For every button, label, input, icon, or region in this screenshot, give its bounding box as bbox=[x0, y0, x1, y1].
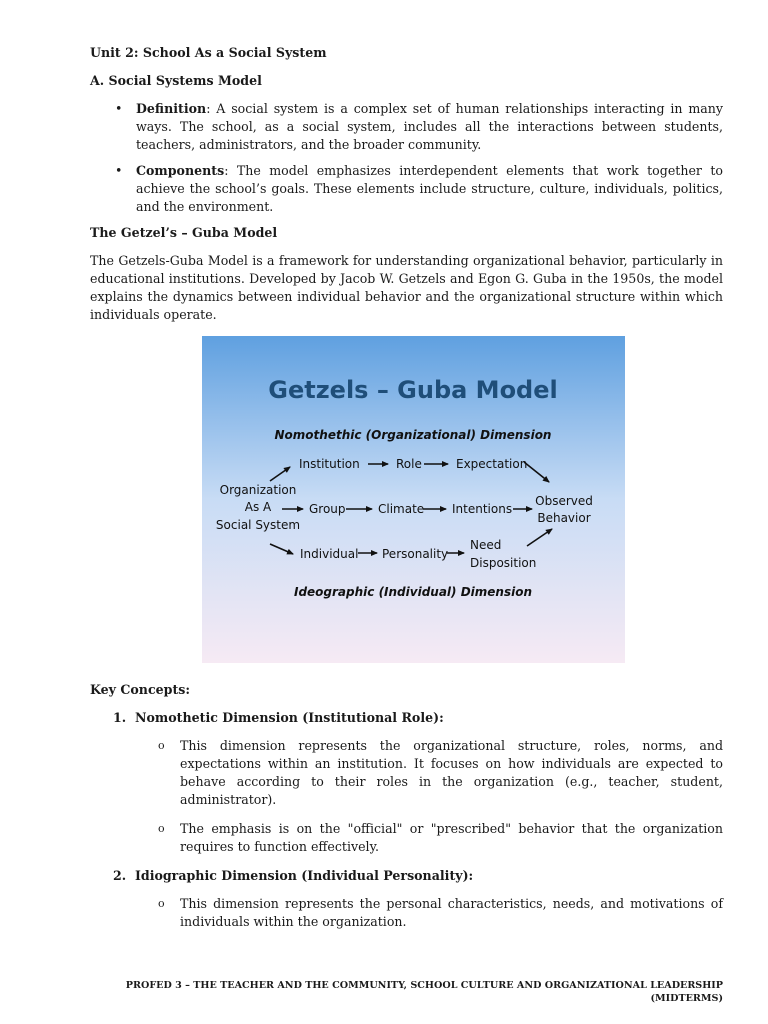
concept-2-title bbox=[90, 867, 723, 885]
source-line-2: As A bbox=[244, 500, 272, 514]
page-footer bbox=[126, 979, 723, 1005]
footer-line-1: PROFED 3 – THE TEACHER AND THE COMMUNITY, SCHOOL CULTURE AND ORGANIZATIONAL LEADERSHIP bbox=[125, 980, 723, 991]
bottom-dimension-label: Ideographic (Individual) Dimension bbox=[293, 585, 533, 599]
diagram-title: Getzels – Guba Model bbox=[268, 376, 558, 404]
sub-bullet-glyph: o bbox=[158, 822, 165, 835]
bullet-text-components: : The model emphasizes interdependent elements that work together to achieve the school’s goals. These elements include structure, culture, individuals, politics, and the environment. bbox=[136, 163, 723, 214]
concept-1-number: 1. bbox=[113, 710, 127, 725]
concept-1-subs bbox=[90, 737, 723, 856]
sub-bullet-glyph: o bbox=[158, 897, 165, 910]
concept-1-title-text: Nomothetic Dimension (Institutional Role): bbox=[135, 710, 444, 725]
node-personality: Personality bbox=[382, 547, 449, 561]
source-line-3: Social System bbox=[215, 518, 301, 532]
node-climate: Climate bbox=[378, 502, 425, 516]
node-intentions: Intentions bbox=[452, 502, 513, 516]
getzel-section-title: The Getzel’s – Guba Model bbox=[90, 225, 278, 240]
node-institution: Institution bbox=[299, 457, 360, 471]
outcome-line-1: Observed bbox=[535, 494, 593, 508]
bullet-definition bbox=[90, 100, 723, 154]
bullet-term-definition: Definition bbox=[136, 101, 207, 116]
getzel-paragraph: The Getzels-Guba Model is a framework for understanding organizational behavior, particularly in educational institutions. Developed by Jacob W. Getzels and Egon G. Guba in the 1950s, the model explains the dynamics between individual behavior and the organizational structure within which individuals operate. bbox=[90, 253, 723, 322]
node-expectation: Expectation bbox=[456, 457, 528, 471]
list-item bbox=[90, 895, 723, 931]
node-individual: Individual bbox=[300, 547, 359, 561]
list-item bbox=[90, 737, 723, 809]
bullet-dot: • bbox=[115, 163, 123, 178]
outcome-line-2: Behavior bbox=[537, 511, 591, 525]
node-group: Group bbox=[309, 502, 346, 516]
getzels-guba-diagram bbox=[202, 336, 625, 663]
document-page bbox=[90, 44, 723, 942]
node-need-line-1: Need bbox=[470, 538, 502, 552]
concept-2-title-text: Idiographic Dimension (Individual Personality): bbox=[135, 868, 474, 883]
top-dimension-label: Nomothethic (Organizational) Dimension bbox=[274, 428, 552, 442]
concept-2-number: 2. bbox=[113, 868, 127, 883]
social-systems-bullets bbox=[90, 100, 723, 216]
node-role: Role bbox=[396, 457, 422, 471]
concept-1-sub-1: This dimension represents the organizational structure, roles, norms, and expectations within an institution. It focuses on how individuals are expected to behave according to their roles in the organization (e.g., teacher, student, administrator). bbox=[180, 738, 723, 807]
bullet-text-definition: : A social system is a complex set of human relationships interacting in many ways. The school, as a social system, includes all the interactions between students, teachers, administrators, and the broader community. bbox=[136, 101, 723, 152]
concept-2-sub-1: This dimension represents the personal characteristics, needs, and motivations of individuals within the organization. bbox=[180, 896, 723, 929]
key-concepts-title: Key Concepts: bbox=[90, 682, 191, 697]
diagram-svg bbox=[202, 336, 625, 663]
bullet-dot: • bbox=[115, 101, 123, 116]
concept-2-subs bbox=[90, 895, 723, 931]
footer-line-2: (MIDTERMS) bbox=[650, 993, 723, 1004]
node-need-line-2: Disposition bbox=[470, 556, 537, 570]
list-item bbox=[90, 820, 723, 856]
section-a-title: A. Social Systems Model bbox=[90, 73, 262, 88]
sub-bullet-glyph: o bbox=[158, 739, 165, 752]
source-line-1: Organization bbox=[219, 483, 297, 497]
bullet-components bbox=[90, 162, 723, 216]
unit-title: Unit 2: School As a Social System bbox=[90, 45, 327, 60]
concept-1-title bbox=[90, 709, 723, 727]
concept-1-sub-2: The emphasis is on the "official" or "prescribed" behavior that the organization requires to function effectively. bbox=[180, 821, 723, 854]
bullet-term-components: Components bbox=[136, 163, 225, 178]
